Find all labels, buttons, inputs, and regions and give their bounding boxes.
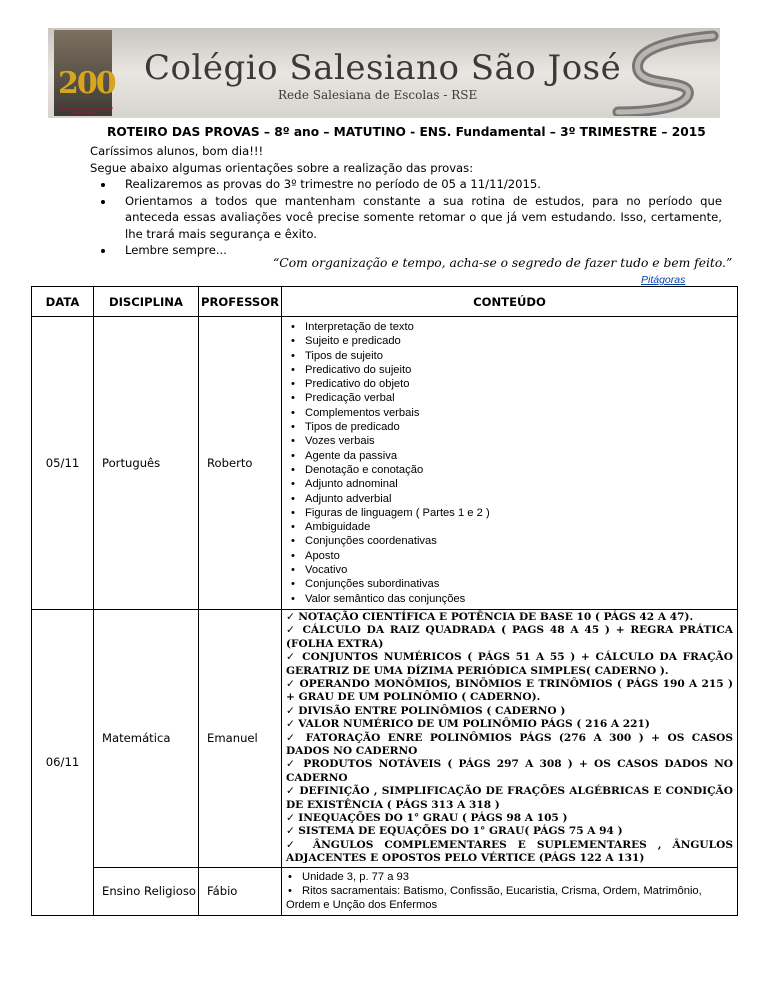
list-item: • Predicativo do sujeito	[305, 363, 737, 377]
list-item: • Vozes verbais	[305, 434, 737, 448]
list-item: • Predicação verbal	[305, 391, 737, 405]
check-icon: ✓	[286, 785, 300, 798]
school-banner	[48, 28, 720, 118]
list-item: ✓ VALOR NUMÉRICO DE UM POLINÔMIO PÁGS ( 216 A 221)	[286, 718, 650, 731]
check-icon: ✓	[286, 718, 299, 731]
list-item: ✓ CÁLCULO DA RAIZ QUADRADA ( PAGS 48 A 45 ) + REGRA PRÁTICA (FOLHA EXTRA)	[286, 624, 733, 650]
teacher-cell: Fábio	[199, 867, 282, 915]
exam-schedule-table	[31, 286, 738, 916]
list-item: • Figuras de linguagem ( Partes 1 e 2 )	[305, 506, 737, 520]
check-icon: ✓	[286, 624, 303, 637]
list-item: ✓ SISTEMA DE EQUAÇÕES DO 1° GRAU( PÁGS 75 A 94 )	[286, 825, 623, 838]
subject-cell: Matemática	[94, 609, 199, 867]
bicentennial-number: 200	[58, 66, 115, 101]
list-item: • Ritos sacramentais: Batismo, Confissão, Eucaristia, Crisma, Ordem, Matrimônio, Ordem e Unção dos Enfermos	[286, 884, 737, 913]
list-item: • Orientamos a todos que mantenham constante a sua rotina de estudos, para no período que anteceda essas avaliações você precise somente retomar o que já vem estudando. Isso, certamente, lhe trará mais segurança e êxito.	[115, 193, 722, 243]
quote: “Com organização e tempo, acha-se o segredo de fazer tudo e bem feito.”	[273, 256, 733, 270]
list-item: • Denotação e conotação	[305, 463, 737, 477]
list-item: • Ambiguidade	[305, 520, 737, 534]
check-icon: ✓	[286, 731, 306, 744]
column-header-content: CONTEÚDO	[282, 287, 738, 317]
matematica-topics	[282, 610, 737, 867]
list-item: • Tipos de predicado	[305, 420, 737, 434]
table-row-portugues	[32, 317, 738, 610]
list-item: • Valor semântico das conjunções	[305, 592, 737, 606]
list-item: ✓ DIVISÃO ENTRE POLINÔMIOS ( CADERNO )	[286, 704, 566, 717]
table-row-matematica	[32, 609, 738, 867]
instructions-list	[90, 176, 722, 259]
check-icon: ✓	[286, 812, 299, 825]
list-item: • Aposto	[305, 549, 737, 563]
column-header-date: DATA	[32, 287, 94, 317]
content-cell	[282, 867, 738, 915]
list-item: • Adjunto adnominal	[305, 477, 737, 491]
religioso-topics	[282, 868, 737, 915]
bicentennial-caption: BICENTENÁRIO DO NASCIMENTO DOM BOSCO 1815 2015	[56, 106, 114, 114]
content-cell	[282, 317, 738, 610]
subject-cell: Ensino Religioso	[94, 867, 199, 915]
document-title: ROTEIRO DAS PROVAS – 8º ano – MATUTINO - ENS. Fundamental – 3º TRIMESTRE – 2015	[107, 125, 706, 139]
portugues-topics	[282, 317, 737, 609]
list-item: • Agente da passiva	[305, 449, 737, 463]
date-cell: 05/11	[32, 317, 94, 610]
list-item: • Adjunto adverbial	[305, 492, 737, 506]
subject-cell: Português	[94, 317, 199, 610]
list-item: ✓ INEQUAÇÕES DO 1° GRAU ( PÁGS 98 A 105 )	[286, 812, 568, 825]
list-item: • Complementos verbais	[305, 406, 737, 420]
list-item: • Vocativo	[305, 563, 737, 577]
list-item: ✓ CONJUNTOS NUMÉRICOS ( PÁGS 51 A 55 ) + CÁLCULO DA FRAÇÃO GERATRIZ DE UMA DÍZIMA PERIÓDICA SIMPLES( CADERNO ).	[286, 651, 733, 677]
list-item: • Conjunções subordinativas	[305, 577, 737, 591]
list-item: ✓ ÂNGULOS COMPLEMENTARES E SUPLEMENTARES , ÂNGULOS ADJACENTES E OPOSTOS PELO VÉRTICE (PÁGS 122 A 131)	[286, 838, 733, 865]
check-icon: ✓	[286, 704, 299, 717]
list-item: • Predicativo do objeto	[305, 377, 737, 391]
instructions	[90, 143, 722, 259]
list-item: ✓ DEFINIÇÃO , SIMPLIFICAÇÃO DE FRAÇÕES ALGÉBRICAS E CONDIÇÃO DE EXISTÊNCIA ( PÁGS 313 A 318 )	[286, 785, 734, 811]
greeting: Caríssimos alunos, bom dia!!!	[90, 144, 264, 158]
column-header-subject: DISCIPLINA	[94, 287, 199, 317]
teacher-cell: Roberto	[199, 317, 282, 610]
check-icon: ✓	[286, 838, 313, 851]
list-item: • Unidade 3, p. 77 a 93	[286, 870, 737, 884]
intro-text: Segue abaixo algumas orientações sobre a realização das provas:	[90, 160, 474, 175]
quote-author-link[interactable]: Pitágoras	[641, 274, 686, 286]
list-item: ✓ OPERANDO MONÔMIOS, BINÔMIOS E TRINÔMIOS ( PÁGS 190 A 215 ) + GRAU DE UM POLINÔMIO ( CADERNO).	[286, 677, 733, 704]
check-icon: ✓	[286, 651, 303, 664]
list-item: ✓ PRODUTOS NOTÁVEIS ( PÁGS 297 A 308 ) + OS CASOS DADOS NO CADERNO	[286, 758, 733, 784]
school-name: Colégio Salesiano São José	[144, 48, 622, 88]
list-item: ✓ NOTAÇÃO CIENTÍFICA E POTÊNCIA DE BASE 10 ( PÁGS 42 A 47).	[286, 610, 694, 623]
list-item: • Tipos de sujeito	[305, 349, 737, 363]
content-cell	[282, 609, 738, 867]
list-item: • Sujeito e predicado	[305, 334, 737, 348]
list-item: ✓ FATORAÇÃO ENRE POLINÔMIOS PÁGS (276 A 300 ) + OS CASOS DADOS NO CADERNO	[286, 731, 733, 757]
list-item: • Interpretação de texto	[305, 320, 737, 334]
list-item: • Conjunções coordenativas	[305, 534, 737, 548]
list-item: • Realizaremos as provas do 3º trimestre no período de 05 a 11/11/2015.	[115, 176, 722, 193]
date-cell: 06/11	[32, 609, 94, 915]
check-icon: ✓	[286, 758, 304, 771]
list-item: • Lembre sempre...	[115, 242, 722, 259]
rse-logo-icon	[608, 30, 720, 116]
column-header-teacher: PROFESSOR	[199, 287, 282, 317]
check-icon: ✓	[286, 610, 299, 623]
check-icon: ✓	[286, 677, 300, 690]
table-header-row	[32, 287, 738, 317]
check-icon: ✓	[286, 825, 299, 838]
teacher-cell: Emanuel	[199, 609, 282, 867]
school-network: Rede Salesiana de Escolas - RSE	[278, 88, 478, 102]
table-row-religioso	[32, 867, 738, 915]
